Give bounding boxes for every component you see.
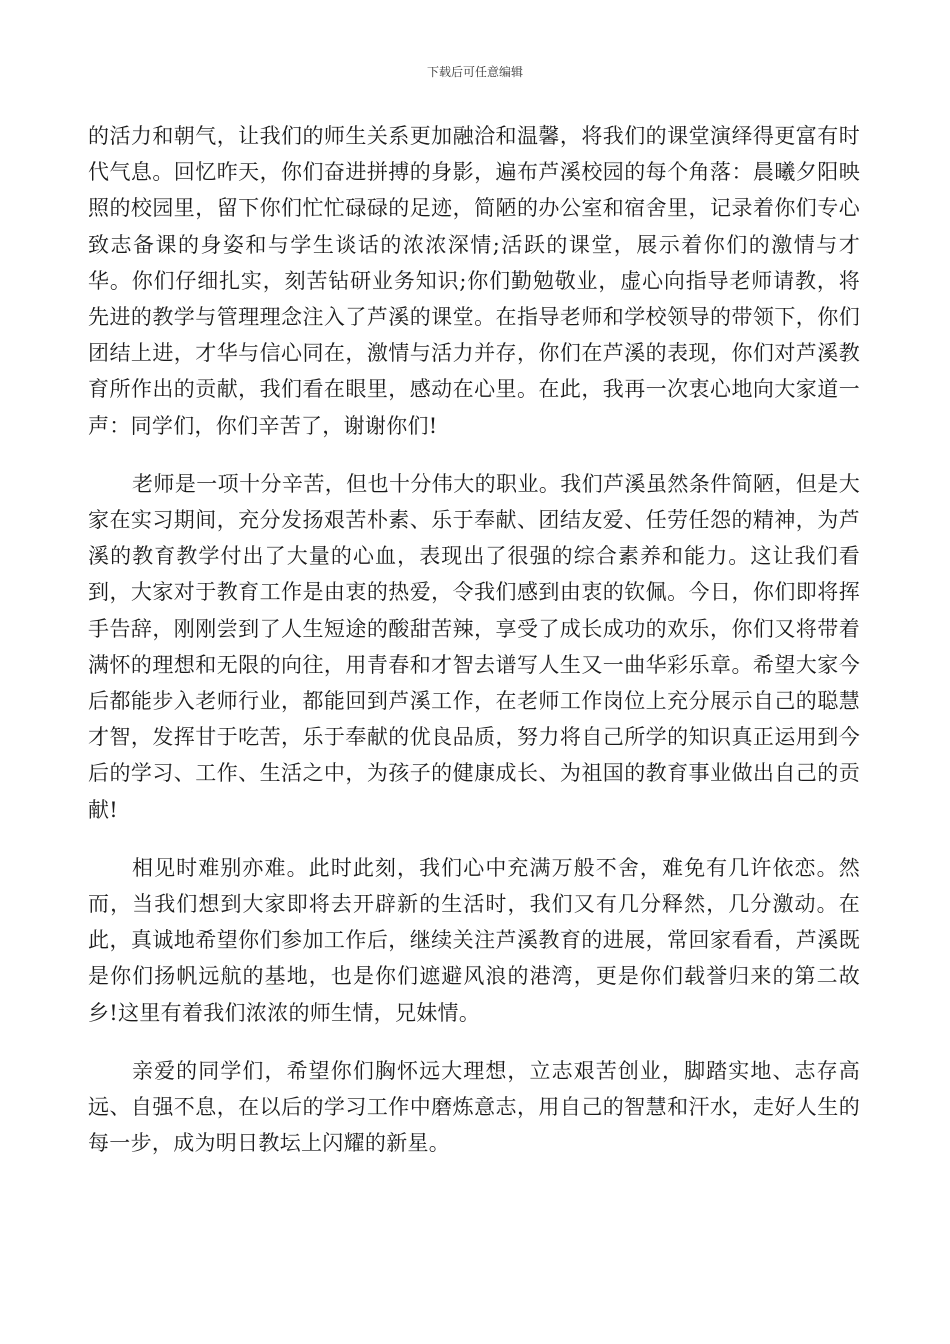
paragraph-farewell: 相见时难别亦难。此时此刻，我们心中充满万般不舍，难免有几许依恋。然而，当我们想到大家即将去开辟新的生活时，我们又有几分释然，几分激动。在此，真诚地希望你们参加工作后，继续关注芦溪教育的进展，常回家看看，芦溪既是你们扬帆远航的基地，也是你们遮避风浪的港湾，更是你们载誉归来的第二故乡!这里有着我们浓浓的师生情，兄妹情。 — [88, 855, 860, 1025]
page-header-note: 下载后可任意编辑 — [426, 65, 523, 79]
paragraph-teaching-profession: 老师是一项十分辛苦，但也十分伟大的职业。我们芦溪虽然条件简陋，但是大家在实习期间，充分发扬艰苦朴素、乐于奉献、团结友爱、任劳任怨的精神，为芦溪的教育教学付出了大量的心血，表现出了很强的综合素养和能力。这让我们看到，大家对于教育工作是由衷的热爱，令我们感到由衷的钦佩。今日，你们即将挥手告辞，刚刚尝到了人生短途的酸甜苦辣，享受了成长成功的欢乐，你们又将带着满怀的理想和无限的向往，用青春和才智去谱写人生又一曲华彩乐章。希望大家今后都能步入老师行业，都能回到芦溪工作，在老师工作岗位上充分展示自己的聪慧才智，发挥甘于吃苦，乐于奉献的优良品质，努力将自己所学的知识真正运用到今后的学习、工作、生活之中，为孩子的健康成长、为祖国的教育事业做出自己的贡献! — [88, 471, 860, 822]
document-body — [88, 118, 860, 1161]
paragraph-continuation: 的活力和朝气，让我们的师生关系更加融洽和温馨，将我们的课堂演绎得更富有时代气息。回忆昨天，你们奋进拼搏的身影，遍布芦溪校园的每个角落：晨曦夕阳映照的校园里，留下你们忙忙碌碌的足迹，简陋的办公室和宿舍里，记录着你们专心致志备课的身姿和与学生谈话的浓浓深情;活跃的课堂，展示着你们的激情与才华。你们仔细扎实，刻苦钻研业务知识;你们勤勉敬业，虚心向指导老师请教，将先进的教学与管理理念注入了芦溪的课堂。在指导老师和学校领导的带领下，你们团结上进，才华与信心同在，激情与活力并存，你们在芦溪的表现，你们对芦溪教育所作出的贡献，我们看在眼里，感动在心里。在此，我再一次衷心地向大家道一声：同学们，你们辛苦了，谢谢你们! — [88, 124, 860, 438]
paragraph-closing-wishes: 亲爱的同学们，希望你们胸怀远大理想，立志艰苦创业，脚踏实地、志存高远、自强不息，在以后的学习工作中磨炼意志，用自己的智慧和汗水，走好人生的每一步，成为明日教坛上闪耀的新星。 — [88, 1058, 860, 1156]
